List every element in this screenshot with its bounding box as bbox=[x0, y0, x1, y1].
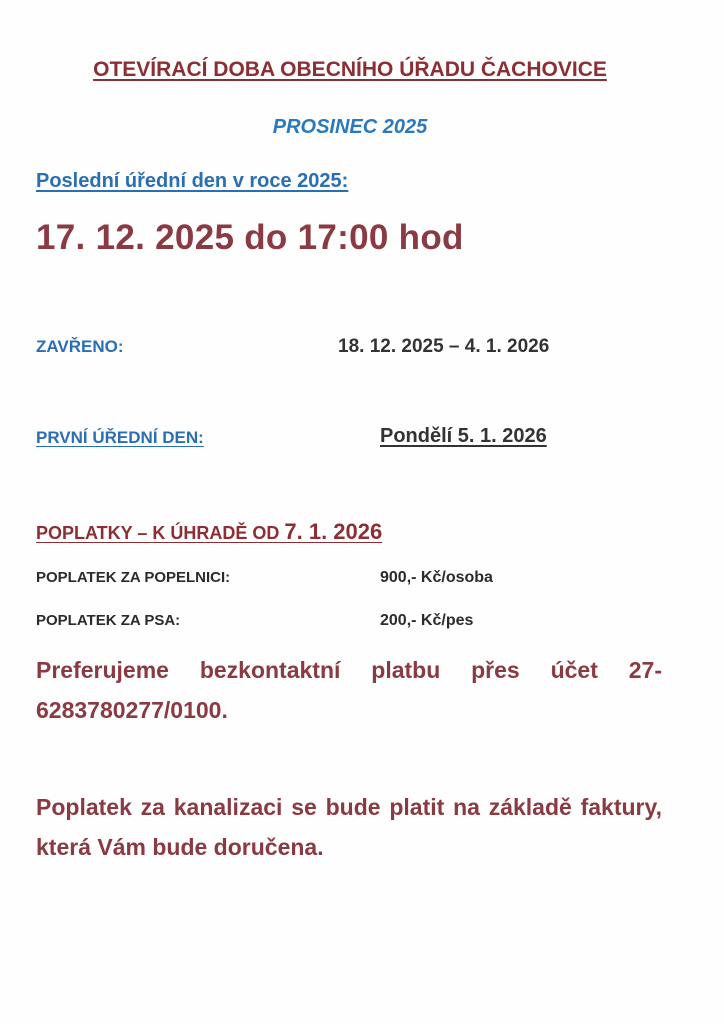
payment-note: Preferujeme bezkontaktní platbu přes účet 27-6283780277/0100. bbox=[36, 657, 662, 723]
fee-label-dog: POPLATEK ZA PSA: bbox=[36, 612, 181, 629]
fees-heading-prefix: POPLATKY – K ÚHRADĚ OD bbox=[36, 523, 285, 543]
fees-heading bbox=[36, 519, 382, 545]
fees-heading-date: 7. 1. 2026 bbox=[284, 519, 383, 544]
fee-value-bin: 900,- Kč/osoba bbox=[380, 569, 493, 586]
closed-value: 18. 12. 2025 – 4. 1. 2026 bbox=[338, 336, 550, 357]
first-day-label: PRVNÍ ÚŘEDNÍ DEN: bbox=[36, 428, 204, 447]
month-heading: PROSINEC 2025 bbox=[272, 116, 428, 138]
fee-label-bin: POPLATEK ZA POPELNICI: bbox=[36, 569, 231, 586]
closed-label: ZAVŘENO: bbox=[36, 337, 124, 356]
fee-value-dog: 200,- Kč/pes bbox=[380, 612, 474, 629]
first-day-value: Pondělí 5. 1. 2026 bbox=[380, 425, 547, 447]
last-day-value: 17. 12. 2025 do 17:00 hod bbox=[36, 218, 464, 257]
last-day-heading: Poslední úřední den v roce 2025: bbox=[36, 170, 349, 192]
sewage-note: Poplatek za kanalizaci se bude platit na základě faktury, která Vám bude doručena. bbox=[36, 794, 662, 860]
document-title: OTEVÍRACÍ DOBA OBECNÍHO ÚŘADU ČACHOVICE bbox=[93, 58, 607, 81]
